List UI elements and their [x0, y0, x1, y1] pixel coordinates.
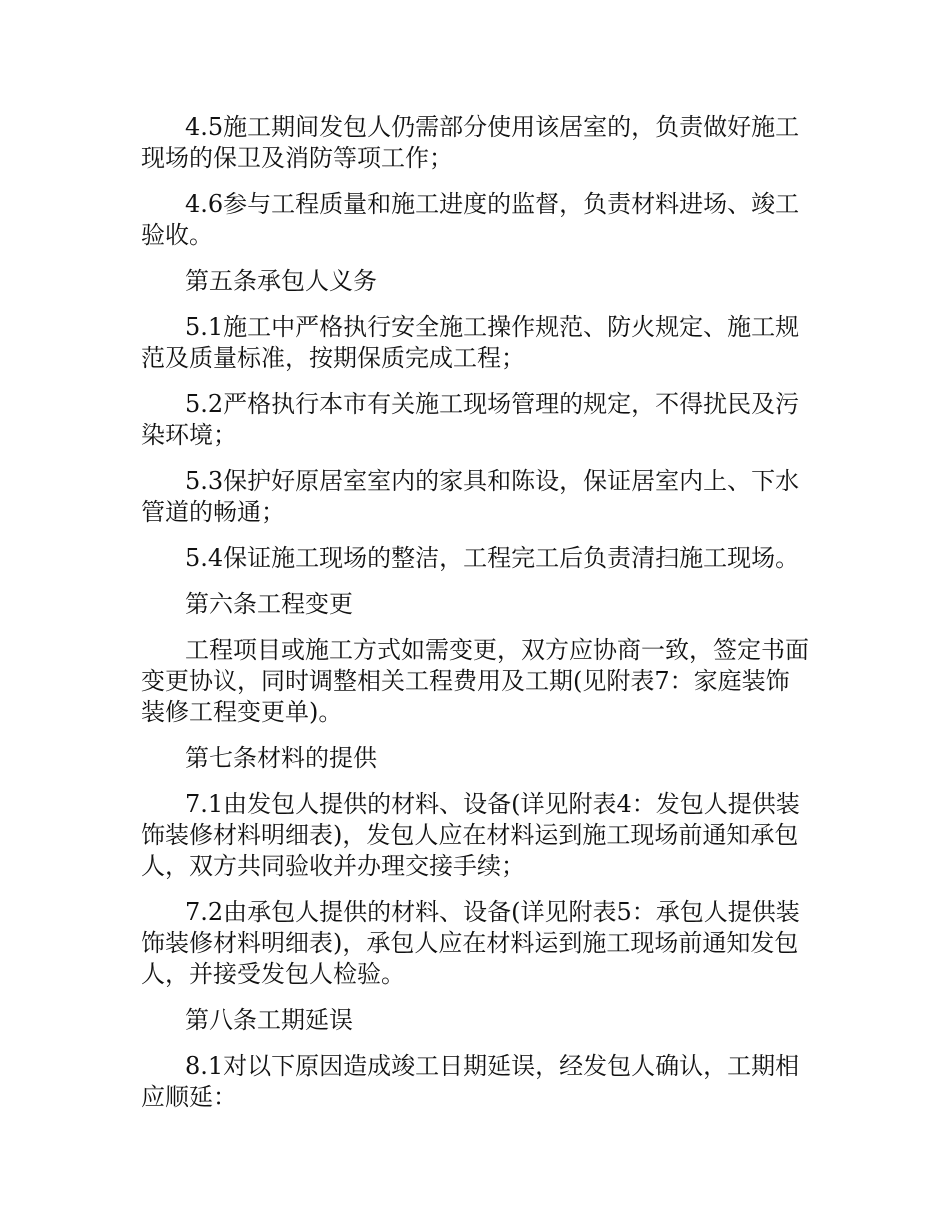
article-6-body: 工程项目或施工方式如需变更，双方应协商一致，签定书面变更协议，同时调整相关工程费用及工期(见附表7：家庭装饰装修工程变更单)。	[141, 636, 809, 726]
article-6-heading: 第六条工程变更	[185, 590, 353, 618]
clause-5-2: 5.2严格执行本市有关施工现场管理的规定，不得扰民及污染环境；	[141, 390, 800, 449]
document-body	[141, 112, 813, 1128]
clause-5-3: 5.3保护好原居室室内的家具和陈设，保证居室内上、下水管道的畅通；	[141, 467, 800, 526]
clause-7-2: 7.2由承包人提供的材料、设备(详见附表5：承包人提供装饰装修材料明细表)，承包人应在材料运到施工现场前通知发包人，并接受发包人检验。	[141, 898, 800, 988]
article-7-heading: 第七条材料的提供	[185, 744, 377, 772]
article-8-heading: 第八条工期延误	[185, 1006, 353, 1034]
clause-4-6: 4.6参与工程质量和施工进度的监督，负责材料进场、竣工验收。	[141, 190, 800, 249]
clause-8-1: 8.1对以下原因造成竣工日期延误，经发包人确认，工期相应顺延：	[141, 1052, 800, 1111]
clause-5-1: 5.1施工中严格执行安全施工操作规范、防火规定、施工规范及质量标准，按期保质完成工程；	[141, 313, 800, 372]
clause-5-4: 5.4保证施工现场的整洁，工程完工后负责清扫施工现场。	[185, 544, 800, 572]
clause-4-5: 4.5施工期间发包人仍需部分使用该居室的，负责做好施工现场的保卫及消防等项工作；	[141, 113, 800, 172]
clause-7-1: 7.1由发包人提供的材料、设备(详见附表4：发包人提供装饰装修材料明细表)，发包人应在材料运到施工现场前通知承包人，双方共同验收并办理交接手续；	[141, 790, 800, 880]
article-5-heading: 第五条承包人义务	[185, 267, 377, 295]
